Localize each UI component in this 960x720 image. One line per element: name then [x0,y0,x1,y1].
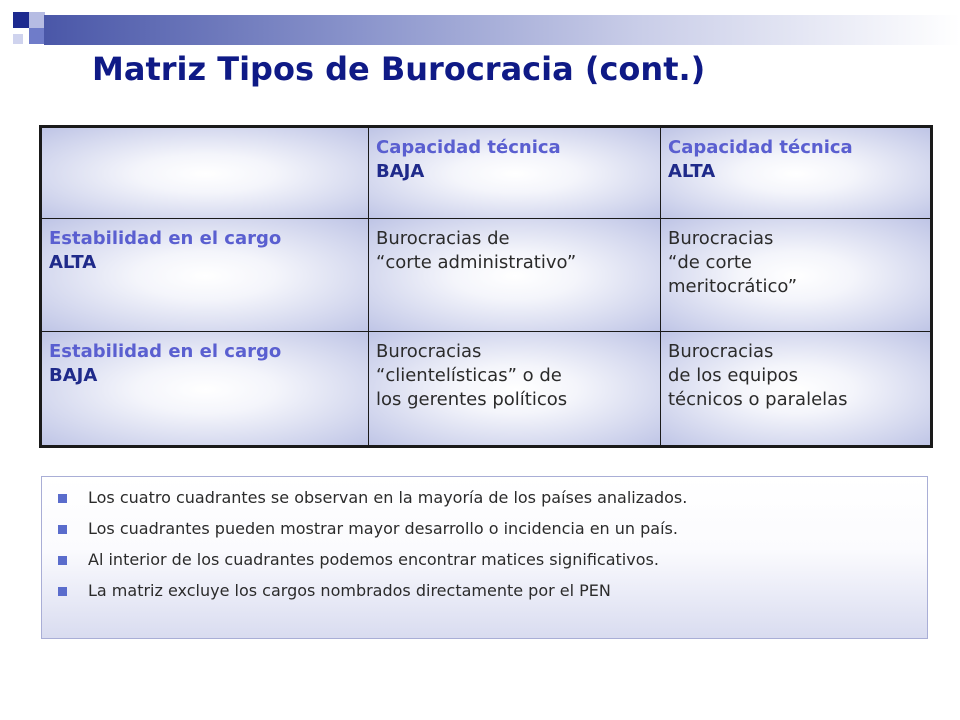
square-navy [13,12,29,28]
note-text: Al interior de los cuadrantes podemos encontrar matices significativos. [88,550,659,569]
cell-text-line: Burocracias [376,341,482,362]
cell-text-line: Burocracias [668,228,774,249]
cell-alta-baja [369,219,661,332]
note-item [58,487,927,509]
cell-baja-baja [369,332,661,447]
row-header-level: BAJA [49,365,98,386]
square-light [29,12,45,28]
cell-text-line: “de corte [668,252,752,273]
col-header-label: Capacidad técnica [376,137,561,158]
matrix-row-alta [41,219,932,332]
square-bullet-icon [58,494,67,503]
header-gradient-bar [44,15,960,45]
col-header-label: Capacidad técnica [668,137,853,158]
col-header-alta [661,127,932,219]
cell-text-line: “clientelísticas” o de [376,365,562,386]
square-mid [29,28,45,44]
burocracia-matrix [39,125,933,448]
matrix-row-baja [41,332,932,447]
square-bullet-icon [58,556,67,565]
row-header-baja [41,332,369,447]
cell-text-line: “corte administrativo” [376,252,577,273]
note-item [58,549,927,571]
cell-text-line: de los equipos [668,365,799,386]
row-header-alta [41,219,369,332]
note-text: Los cuatro cuadrantes se observan en la mayoría de los países analizados. [88,488,688,507]
square-bullet-icon [58,587,67,596]
cell-alta-alta [661,219,932,332]
col-header-level: BAJA [376,161,425,182]
cell-baja-alta [661,332,932,447]
row-header-label: Estabilidad en el cargo [49,228,282,249]
note-item [58,580,927,602]
matrix-corner-cell [41,127,369,219]
col-header-level: ALTA [668,161,716,182]
note-text: Los cuadrantes pueden mostrar mayor desarrollo o incidencia en un país. [88,519,678,538]
cell-text-line: meritocrático” [668,276,798,297]
square-bullet-icon [58,525,67,534]
cell-text-line: Burocracias de [376,228,510,249]
page-title: Matriz Tipos de Burocracia (cont.) [92,50,706,88]
note-text: La matriz excluye los cargos nombrados directamente por el PEN [88,581,611,600]
square-pale [13,34,23,44]
col-header-baja [369,127,661,219]
row-header-level: ALTA [49,252,97,273]
cell-text-line: Burocracias [668,341,774,362]
notes-box [41,476,928,639]
cell-text-line: los gerentes políticos [376,389,568,410]
note-item [58,518,927,540]
row-header-label: Estabilidad en el cargo [49,341,282,362]
notes-list [42,477,927,602]
cell-text-line: técnicos o paralelas [668,389,848,410]
matrix-header-row [41,127,932,219]
